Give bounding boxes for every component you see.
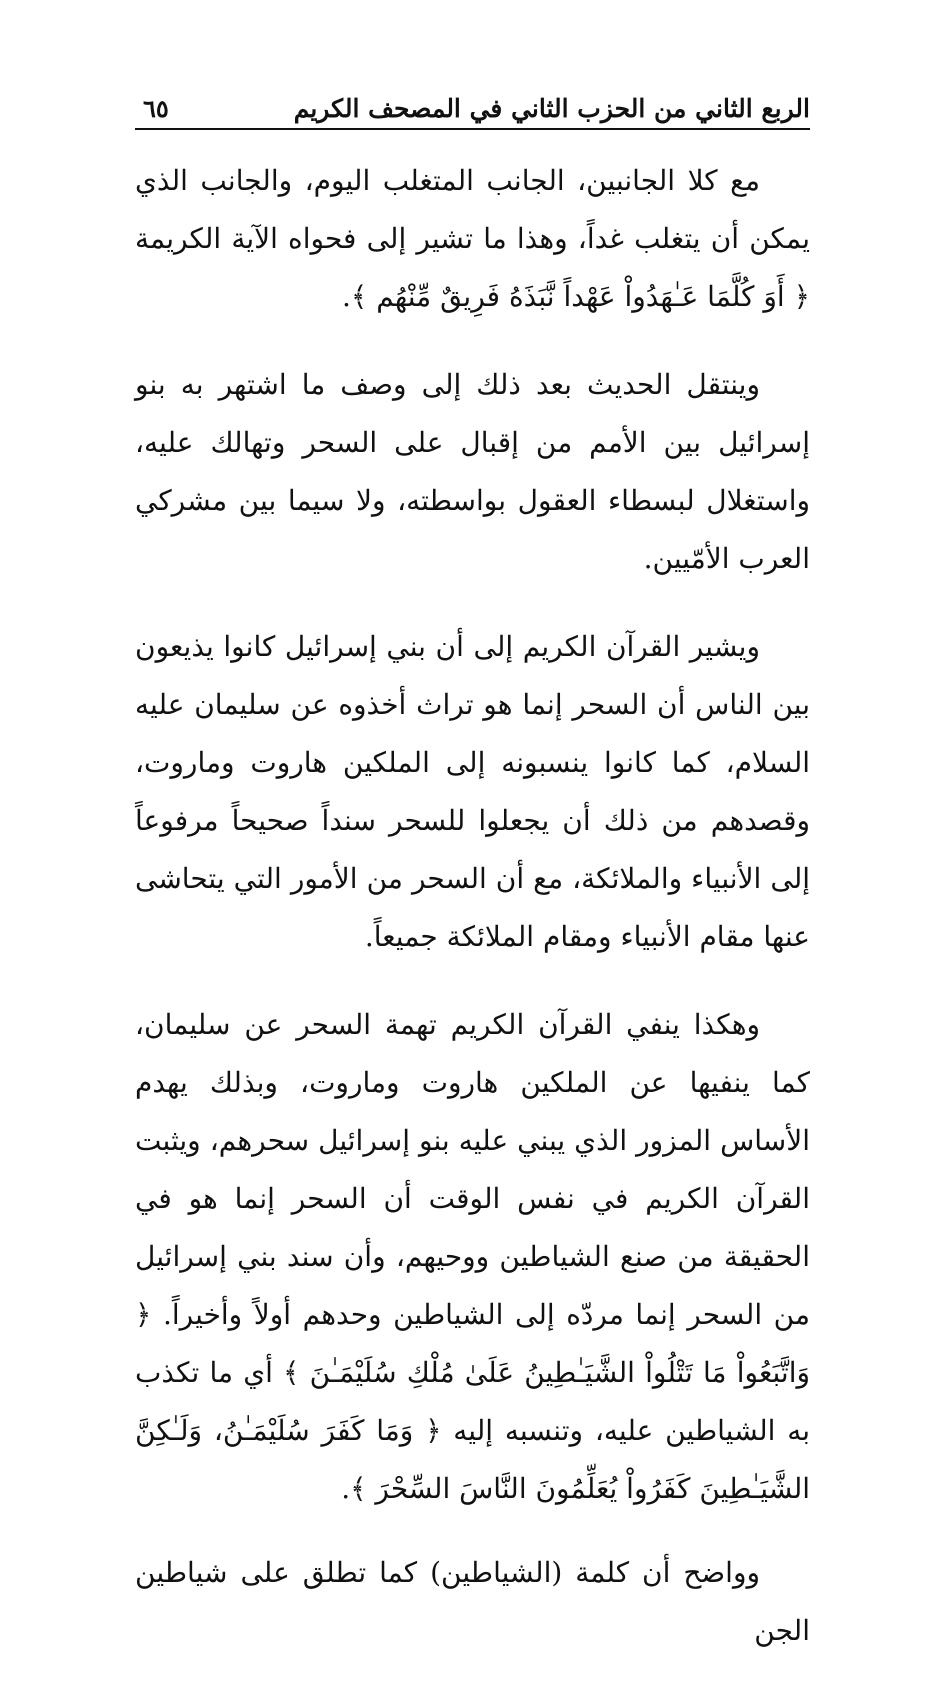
paragraph: وواضح أن كلمة (الشياطين) كما تطلق على شياطين الجن xyxy=(135,1556,810,1647)
paragraph: ويشير القرآن الكريم إلى أن بني إسرائيل كانوا يذيعون بين الناس أن السحر إنما هو تراث أخذوه عن سليمان عليه السلام، كما كانوا ينسبونه إلى الملكين هاروت وماروت، وقصدهم من ذلك أن يجعلوا للسحر سنداً صحيحاً مرفوعاً إلى الأنبياء والملائكة، مع أن السحر من الأمور التي يتحاشى عنها مقام الأنبياء ومقام الملائكة جميعاً. xyxy=(135,630,811,953)
paragraph: مع كلا الجانبين، الجانب المتغلب اليوم، والجانب الذي يمكن أن يتغلب غداً، وهذا ما تشير إلى فحواه الآية الكريمة ﴿ أَوَ كُلَّمَا عَـٰهَدُواْ عَهْداً نَّبَذَهُ فَرِيقٌ مِّنْهُم ﴾. xyxy=(135,164,810,313)
running-title: الربع الثاني من الحزب الثاني في المصحف الكريم xyxy=(293,94,810,123)
paragraph: وينتقل الحديث بعد ذلك إلى وصف ما اشتهر به بنو إسرائيل بين الأمم من إقبال على السحر وتهالك عليه، واستغلال لبسطاء العقول بواسطته، ولا سيما بين مشركي العرب الأمّيين. xyxy=(135,368,810,575)
page-number: ٦٥ xyxy=(143,94,169,123)
page-body xyxy=(135,152,810,1690)
page-header xyxy=(135,92,810,130)
paragraph: وهكذا ينفي القرآن الكريم تهمة السحر عن سليمان، كما ينفيها عن الملكين هاروت وماروت، وبذلك يهدم الأساس المزور الذي يبني عليه بنو إسرائيل سحرهم، ويثبت القرآن الكريم في نفس الوقت أن السحر إنما هو في الحقيقة من صنع الشياطين ووحيهم، وأن سند بني إسرائيل من السحر إنما مردّه إلى الشياطين وحدهم أولاً وأخيراً. ﴿ وَاتَّبَعُواْ مَا تَتْلُواْ الشَّيَـٰطِينُ عَلَىٰ مُلْكِ سُلَيْمَـٰنَ ﴾ أي ما تكذب به الشياطين عليه، وتنسبه إليه ﴿ وَمَا كَفَرَ سُلَيْمَـٰنُ، وَلَـٰكِنَّ الشَّيَـٰطِينَ كَفَرُواْ يُعَلِّمُونَ النَّاسَ السِّحْرَ ﴾. xyxy=(135,1008,810,1505)
